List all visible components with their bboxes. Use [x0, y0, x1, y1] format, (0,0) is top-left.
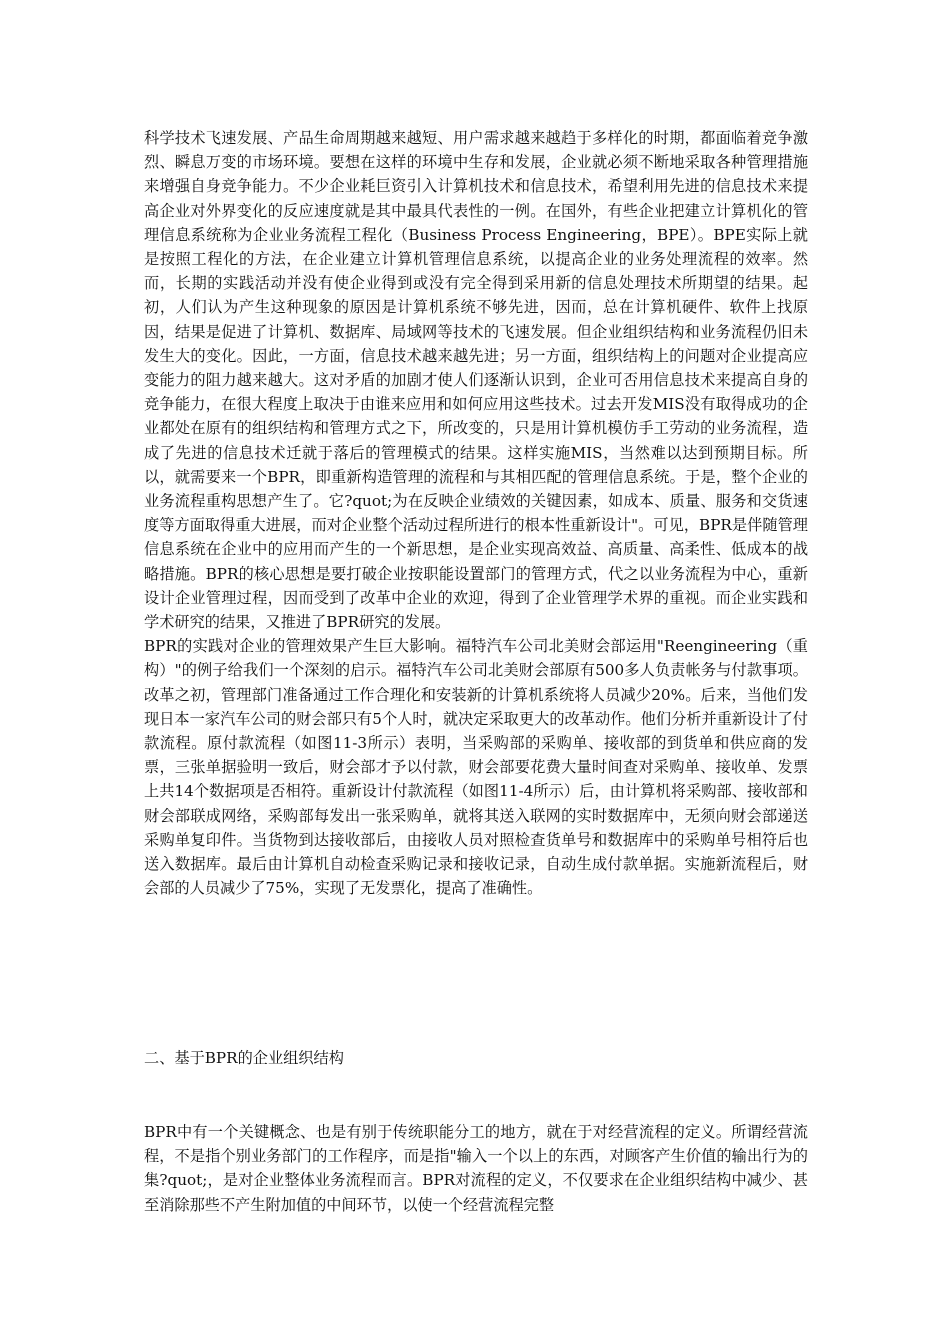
paragraph-process-definition: BPR中有一个关键概念、也是有别于传统职能分工的地方，就在于对经营流程的定义。所谓经营流程，不是指个别业务部门的工作程序，而是指"输入一个以上的东西，对顾客产生价值的输出行为的集?quot;，是对企业整体业务流程而言。BPR对流程的定义，不仅要求在企业组织结构中减少、甚至消除那些不产生附加值的中间环节，以使一个经营流程完整	[144, 1123, 808, 1214]
paragraph-ford-example: BPR的实践对企业的管理效果产生巨大影响。福特汽车公司北美财会部运用"Reengineering（重构）"的例子给我们一个深刻的启示。福特汽车公司北美财会部原有500多人负责帐务与付款事项。改革之初，管理部门准备通过工作合理化和安装新的计算机系统将人员减少20%。后来，当他们发现日本一家汽车公司的财会部只有5个人时，就决定采取更大的改革动作。他们分析并重新设计了付款流程。原付款流程（如图11-3所示）表明，当采购部的采购单、接收部的到货单和供应商的发票，三张单据验明一致后，财会部才予以付款，财会部要花费大量时间查对采购单、接收单、发票上共14个数据项是否相符。重新设计付款流程（如图11-4所示）后，由计算机将采购部、接收部和财会部联成网络，采购部每发出一张采购单，就将其送入联网的实时数据库中，无须向财会部递送采购单复印件。当货物到达接收部后，由接收人员对照检查货单号和数据库中的采购单号相符后也送入数据库。最后由计算机自动检查采购记录和接收记录，自动生成付款单据。实施新流程后，财会部的人员减少了75%，实现了无发票化，提高了准确性。	[144, 637, 808, 898]
document-body	[144, 126, 808, 1214]
paragraph-bpr-background: 科学技术飞速发展、产品生命周期越来越短、用户需求越来越趋于多样化的时期，都面临着竞争激烈、瞬息万变的市场环境。要想在这样的环境中生存和发展，企业就必须不断地采取各种管理措施来增强自身竞争能力。不少企业耗巨资引入计算机技术和信息技术，希望利用先进的信息技术来提高企业对外界变化的反应速度就是其中最具代表性的一例。在国外，有些企业把建立计算机化的管理信息系统称为企业业务流程工程化（Business Process Engineering，BPE）。BPE实际上就是按照工程化的方法，在企业建立计算机管理信息系统，以提高企业的业务处理流程的效率。然而，长期的实践活动并没有使企业得到或没有完全得到采用新的信息处理技术所期望的结果。起初，人们认为产生这种现象的原因是计算机系统不够先进，因而，总在计算机硬件、软件上找原因，结果是促进了计算机、数据库、局域网等技术的飞速发展。但企业组织结构和业务流程仍旧未发生大的变化。因此，一方面，信息技术越来越先进；另一方面，组织结构上的问题对企业提高应变能力的阻力越来越大。这对矛盾的加剧才使人们逐渐认识到，企业可否用信息技术来提高自身的竞争能力，在很大程度上取决于由谁来应用和如何应用这些技术。过去开发MIS没有取得成功的企业都处在原有的组织结构和管理方式之下，所改变的，只是用计算机模仿手工劳动的业务流程，造成了先进的信息技术迁就于落后的管理模式的结果。这样实施MIS，当然难以达到预期目标。所以，就需要来一个BPR，即重新构造管理的流程和与其相匹配的管理信息系统。于是，整个企业的业务流程重构思想产生了。它?quot;为在反映企业绩效的关键因素，如成本、质量、服务和交货速度等方面取得重大进展，而对企业整个活动过程所进行的根本性重新设计"。可见，BPR是伴随管理信息系统在企业中的应用而产生的一个新思想，是企业实现高效益、高质量、高柔性、低成本的战略措施。BPR的核心思想是要打破企业按职能设置部门的管理方式，代之以业务流程为中心，重新设计企业管理过程，因而受到了改革中企业的欢迎，得到了企业管理学术界的重视。而企业实践和学术研究的结果，又推进了BPR研究的发展。	[144, 129, 808, 632]
section-heading: 二、基于BPR的企业组织结构	[144, 1049, 344, 1067]
